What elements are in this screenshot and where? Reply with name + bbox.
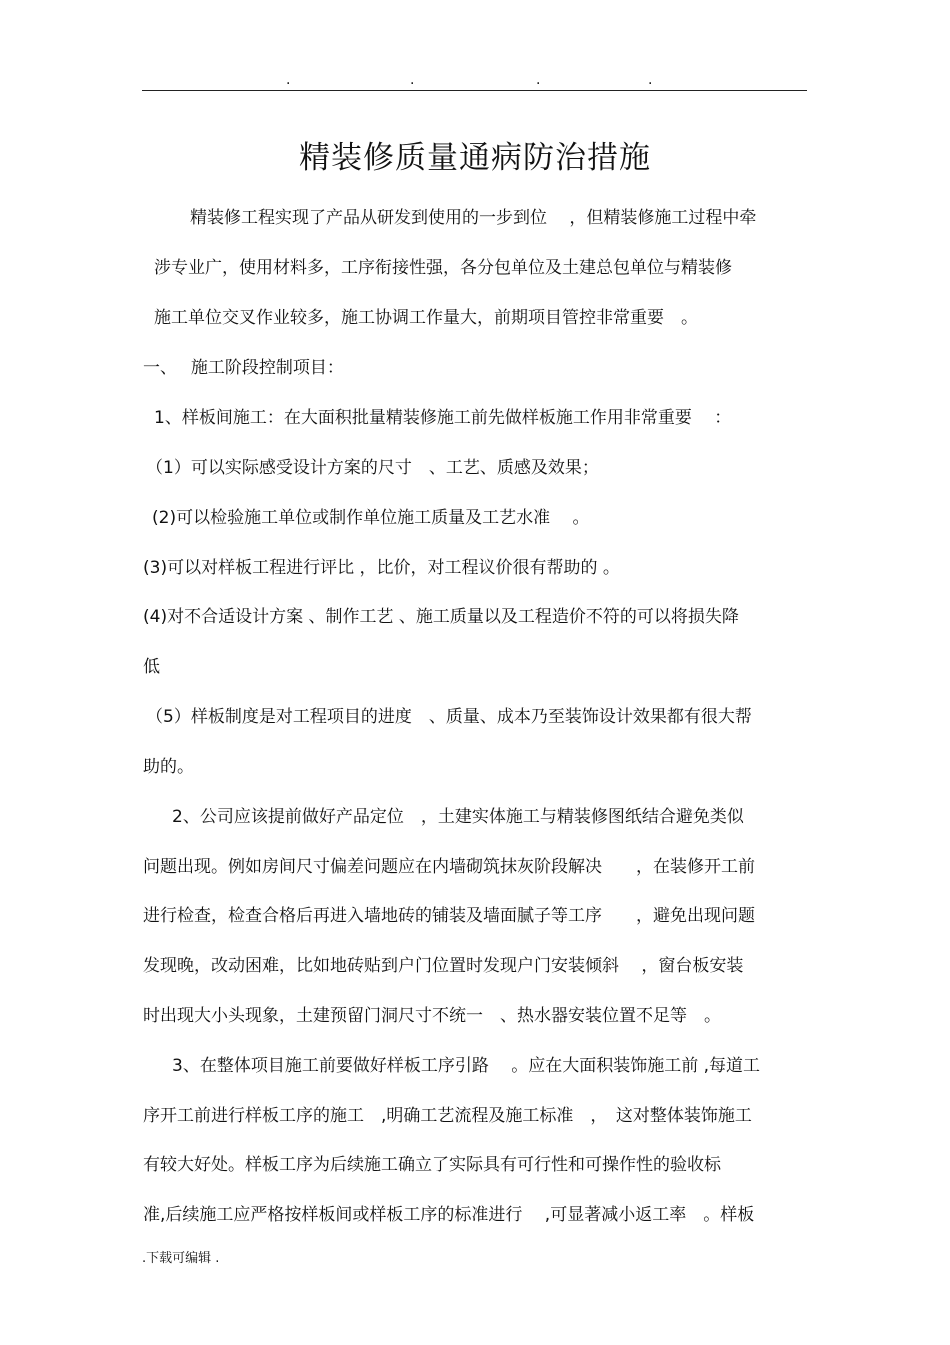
list-item: （1）可以实际感受设计方案的尺寸 、工艺、质感及效果； (146, 458, 599, 478)
paragraph-line: 有较大好处。样板工序为后续施工确立了实际具有可行性和可操作性的验收标 (143, 1155, 721, 1175)
header-dot: . (410, 72, 415, 88)
paragraph-line: 发现晚，改动困难，比如地砖贴到户门位置时发现户门安装倾斜 ，窗台板安装 (143, 956, 744, 976)
header-rule (142, 90, 807, 91)
section-heading: 一、 施工阶段控制项目： (143, 358, 344, 378)
paragraph-line: 问题出现。例如房间尺寸偏差问题应在内墙砌筑抹灰阶段解决 ，在装修开工前 (143, 857, 755, 877)
header-dots (0, 70, 950, 90)
list-item: 低 (143, 657, 160, 677)
paragraph-line: 3、在整体项目施工前要做好样板工序引路 。应在大面积装饰施工前 ,每道工 (172, 1056, 761, 1076)
list-item: （5）样板制度是对工程项目的进度 、质量、成本乃至装饰设计效果都有很大帮 (146, 707, 752, 727)
list-item: (4)对不合适设计方案 、制作工艺 、施工质量以及工程造价不符的可以将损失降 (143, 607, 739, 627)
list-item: (2)可以检验施工单位或制作单位施工质量及工艺水准 。 (152, 508, 590, 528)
paragraph-line: 进行检查，检查合格后再进入墙地砖的铺装及墙面腻子等工序 ，避免出现问题 (143, 906, 755, 926)
page-footer: .下载可编辑 . (142, 1251, 220, 1266)
paragraph-line: 2、公司应该提前做好产品定位 ，土建实体施工与精装修图纸结合避免类似 (172, 807, 744, 827)
paragraph-line: 序开工前进行样板工序的施工 ,明确工艺流程及施工标准 ， 这对整体装饰施工 (143, 1106, 752, 1126)
paragraph-line: 时出现大小头现象，土建预留门洞尺寸不统一 、热水器安装位置不足等 。 (143, 1006, 721, 1026)
paragraph-line: 施工单位交叉作业较多，施工协调工作量大，前期项目管控非常重要 。 (154, 308, 698, 328)
document-title: 精装修质量通病防治措施 (299, 140, 651, 176)
header-dot: . (536, 72, 541, 88)
paragraph-line: 准,后续施工应严格按样板间或样板工序的标准进行 ,可显著减小返工率 。样板 (143, 1205, 755, 1225)
list-item: 助的。 (143, 757, 194, 777)
header-dot: . (286, 72, 291, 88)
paragraph-line: 1、样板间施工：在大面积批量精装修施工前先做样板施工作用非常重要 ： (154, 408, 732, 428)
list-item: (3)可以对样板工程进行评比 ，比价，对工程议价很有帮助的 。 (143, 558, 620, 578)
header-dot: . (648, 72, 653, 88)
paragraph-line: 精装修工程实现了产品从研发到使用的一步到位 ，但精装修施工过程中牵 (190, 208, 757, 228)
paragraph-line: 涉专业广，使用材料多，工序衔接性强，各分包单位及土建总包单位与精装修 (154, 258, 732, 278)
